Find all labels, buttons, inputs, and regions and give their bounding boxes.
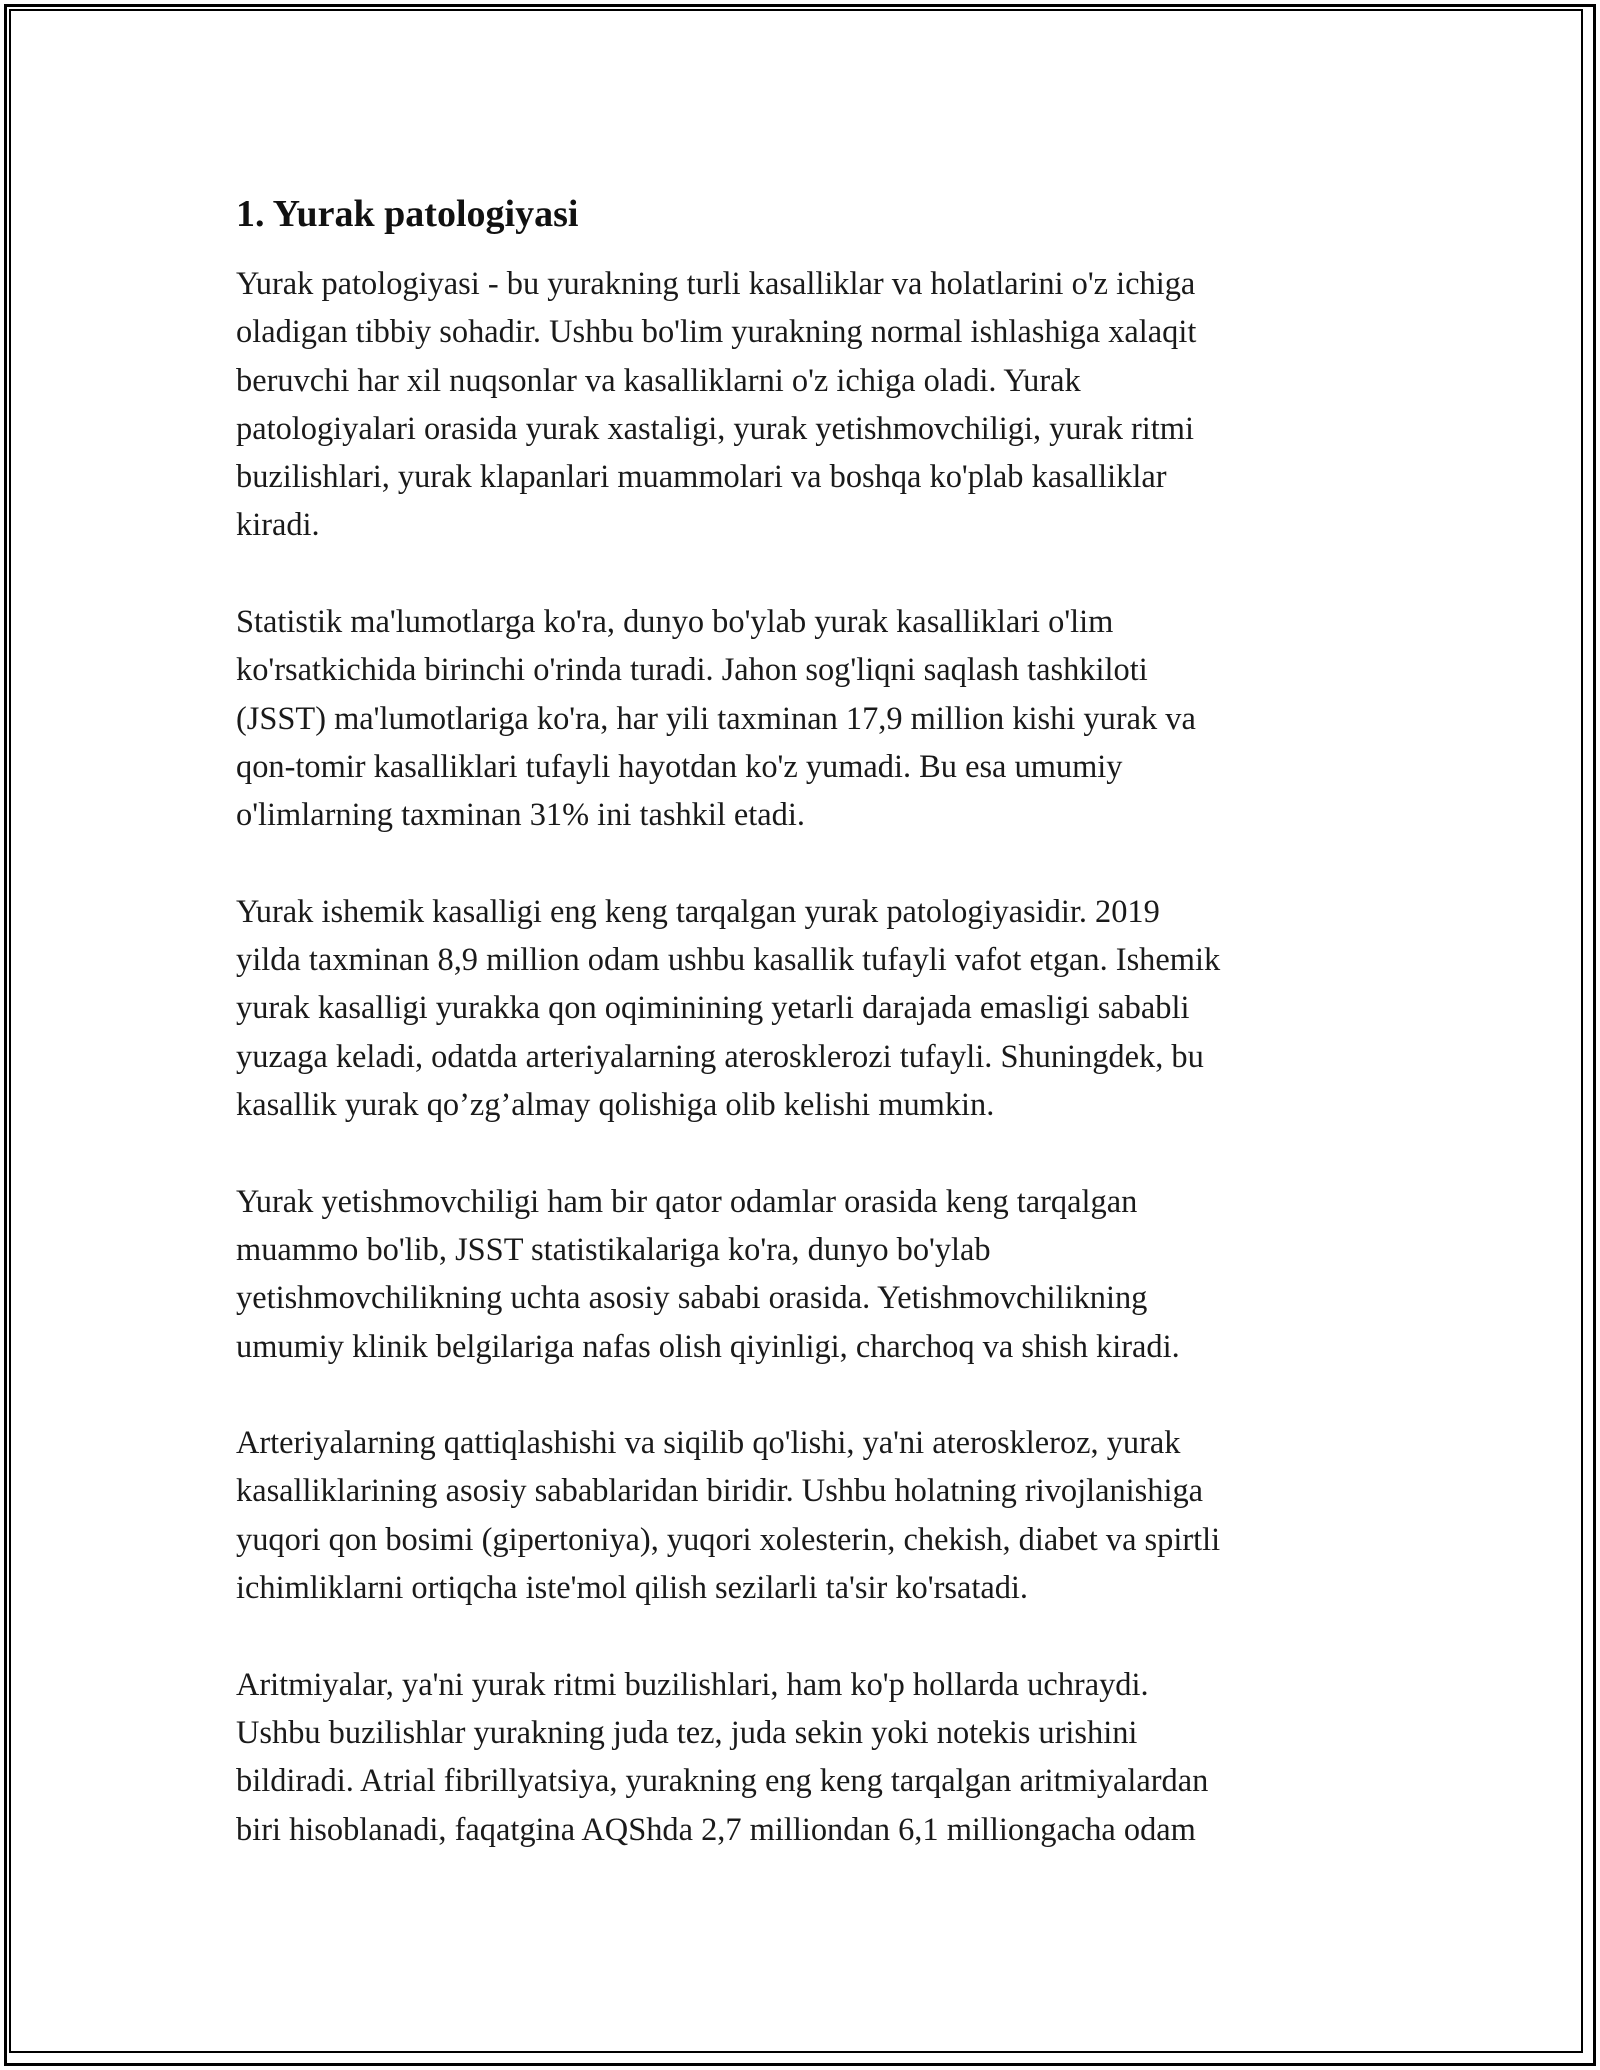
paragraph-line: o'limlarning taxminan 31% ini tashkil etadi. — [236, 797, 805, 834]
paragraph-line: Yurak yetishmovchiligi ham bir qator odamlar orasida keng tarqalgan — [236, 1183, 1138, 1220]
paragraph-line: Statistik ma'lumotlarga ko'ra, dunyo bo'ylab yurak kasalliklari o'lim — [236, 604, 1114, 641]
paragraph — [236, 1419, 1366, 1612]
paragraph-line: Yurak patologiyasi - bu yurakning turli kasalliklar va holatlarini o'z ichiga — [236, 266, 1196, 302]
paragraph-line: ichimliklarni ortiqcha iste'mol qilish sezilarli ta'sir ko'rsatadi. — [236, 1570, 1029, 1607]
paragraph-line: kiradi. — [236, 507, 320, 544]
paragraph-line: kasallik yurak qo’zg’almay qolishiga olib kelishi mumkin. — [236, 1087, 995, 1124]
paragraph-line: (JSST) ma'lumotlariga ko'ra, har yili taxminan 17,9 million kishi yurak va — [236, 700, 1196, 737]
paragraph-line: Arteriyalarning qattiqlashishi va siqilib qo'lishi, ya'ni ateroskleroz, yurak — [236, 1425, 1181, 1462]
paragraph-line: Aritmiyalar, ya'ni yurak ritmi buzilishlari, ham ko'p hollarda uchraydi. — [236, 1666, 1149, 1703]
paragraph-line: kasalliklarining asosiy sabablaridan biridir. Ushbu holatning rivojlanishiga — [236, 1473, 1204, 1510]
paragraph-list — [236, 260, 1366, 1854]
paragraph-line: biri hisoblanadi, faqatgina AQShda 2,7 milliondan 6,1 milliongacha odam — [236, 1811, 1196, 1848]
paragraph — [236, 1178, 1366, 1371]
paragraph-line: yuqori qon bosimi (gipertoniya), yuqori xolesterin, chekish, diabet va spirtli — [236, 1521, 1221, 1558]
paragraph-line: buzilishlari, yurak klapanlari muammolari va boshqa ko'plab kasalliklar — [236, 459, 1167, 496]
paragraph — [236, 260, 1366, 550]
paragraph-line: yetishmovchilikning uchta asosiy sababi orasida. Yetishmovchilikning — [236, 1280, 1148, 1317]
paragraph-line: yurak kasalligi yurakka qon oqiminining yetarli darajada emasligi sababli — [236, 990, 1190, 1027]
paragraph-line: bildiradi. Atrial fibrillyatsiya, yurakning eng keng tarqalgan aritmiyalardan — [236, 1763, 1209, 1800]
paragraph — [236, 598, 1366, 839]
paragraph-line: yuzaga keladi, odatda arteriyalarning aterosklerozi tufayli. Shuningdek, bu — [236, 1038, 1204, 1075]
section-heading: 1. Yurak patologiyasi — [236, 193, 579, 235]
paragraph-line: umumiy klinik belgilariga nafas olish qiyinligi, charchoq va shish kiradi. — [236, 1328, 1180, 1365]
paragraph — [236, 1661, 1366, 1854]
paragraph-line: qon-tomir kasalliklari tufayli hayotdan ko'z yumadi. Bu esa umumiy — [236, 748, 1123, 785]
paragraph-line: beruvchi har xil nuqsonlar va kasalliklarni o'z ichiga oladi. Yurak — [236, 362, 1081, 399]
paragraph-line: oladigan tibbiy sohadir. Ushbu bo'lim yurakning normal ishlashiga xalaqit — [236, 314, 1197, 351]
paragraph-line: ko'rsatkichida birinchi o'rinda turadi. Jahon sog'liqni saqlash tashkiloti — [236, 652, 1148, 689]
document-content — [236, 184, 1366, 1902]
paragraph-line: Yurak ishemik kasalligi eng keng tarqalgan yurak patologiyasidir. 2019 — [236, 893, 1160, 930]
paragraph-line: yilda taxminan 8,9 million odam ushbu kasallik tufayli vafot etgan. Ishemik — [236, 942, 1221, 979]
paragraph — [236, 888, 1366, 1129]
paragraph-line: muammo bo'lib, JSST statistikalariga ko'ra, dunyo bo'ylab — [236, 1231, 991, 1268]
paragraph-line: patologiyalari orasida yurak xastaligi, yurak yetishmovchiligi, yurak ritmi — [236, 410, 1194, 447]
paragraph-line: Ushbu buzilishlar yurakning juda tez, juda sekin yoki notekis urishini — [236, 1714, 1138, 1751]
